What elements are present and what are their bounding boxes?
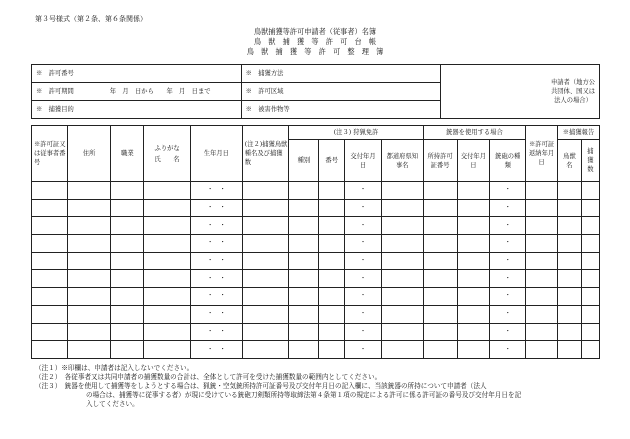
date-dot: ・ <box>359 327 367 335</box>
table-cell[interactable] <box>557 305 581 323</box>
table-cell[interactable] <box>242 252 289 270</box>
table-cell[interactable] <box>457 217 490 235</box>
table-row <box>32 217 600 235</box>
table-cell[interactable] <box>345 270 382 288</box>
table-cell[interactable] <box>526 217 558 235</box>
table-cell[interactable] <box>111 182 144 200</box>
table-cell[interactable] <box>557 252 581 270</box>
table-cell[interactable] <box>242 305 289 323</box>
table-cell[interactable] <box>319 270 345 288</box>
col-species-count: (注２)捕獲鳥獣種名及び捕獲数 <box>242 126 289 182</box>
table-cell[interactable] <box>32 182 68 200</box>
col-gun-type: 銃砲の種類 <box>490 140 526 182</box>
table-cell[interactable] <box>557 235 581 253</box>
roster-rows <box>32 182 600 359</box>
table-cell[interactable] <box>32 305 68 323</box>
birthdate-marks: ・ ・ <box>206 239 226 247</box>
table-cell[interactable] <box>490 341 526 359</box>
col-report-count: 捕獲数 <box>581 140 599 182</box>
header-table <box>31 64 600 119</box>
table-cell[interactable] <box>490 305 526 323</box>
col-permit-card-no: ※許可証又は従事者番号 <box>32 126 68 182</box>
table-cell[interactable] <box>490 288 526 306</box>
table-cell[interactable] <box>381 341 423 359</box>
purpose-field[interactable]: ※ 捕獲目的 <box>32 101 242 119</box>
note-3-cont-2: 入してください。 <box>86 400 139 408</box>
table-cell[interactable] <box>289 323 319 341</box>
table-cell[interactable] <box>381 235 423 253</box>
table-cell[interactable] <box>381 270 423 288</box>
table-cell[interactable] <box>191 235 243 253</box>
table-cell[interactable] <box>345 341 382 359</box>
table-cell[interactable] <box>526 199 558 217</box>
table-cell[interactable] <box>581 217 599 235</box>
table-cell[interactable] <box>490 270 526 288</box>
table-cell[interactable] <box>526 252 558 270</box>
table-cell[interactable] <box>144 288 191 306</box>
table-cell[interactable] <box>490 199 526 217</box>
note-2: （注２） 各従事者又は共同申請者の捕獲数量の合計は、全体として許可を受けた捕獲数量の範囲内としてください。 <box>35 373 382 381</box>
table-row <box>32 252 600 270</box>
table-row <box>32 323 600 341</box>
table-cell[interactable] <box>581 199 599 217</box>
table-cell[interactable] <box>144 217 191 235</box>
table-cell[interactable] <box>581 305 599 323</box>
table-cell[interactable] <box>319 252 345 270</box>
table-cell[interactable] <box>381 305 423 323</box>
table-cell[interactable] <box>381 288 423 306</box>
table-cell[interactable] <box>67 217 111 235</box>
col-furigana: ふりがな <box>154 144 180 152</box>
col-gun-permit-no: 所持許可証番号 <box>423 140 457 182</box>
date-dot: ・ <box>504 327 511 335</box>
table-cell[interactable] <box>581 182 599 200</box>
date-dot: ・ <box>504 274 511 282</box>
table-cell[interactable] <box>289 217 319 235</box>
table-cell[interactable] <box>581 252 599 270</box>
table-cell[interactable] <box>557 288 581 306</box>
table-cell[interactable] <box>423 270 457 288</box>
title-line-1: 鳥獣捕獲等許可申請者（従事者）名簿 <box>253 27 377 36</box>
col-group-report: ※捕獲報告 <box>557 126 599 140</box>
table-cell[interactable] <box>345 199 382 217</box>
table-cell[interactable] <box>242 199 289 217</box>
table-cell[interactable] <box>111 217 144 235</box>
col-return-date: ※許可証返納年月日 <box>526 126 558 182</box>
table-cell[interactable] <box>381 199 423 217</box>
table-cell[interactable] <box>242 323 289 341</box>
table-cell[interactable] <box>144 252 191 270</box>
table-cell[interactable] <box>32 217 68 235</box>
date-dot: ・ <box>359 274 367 282</box>
birthdate-marks: ・ ・ <box>206 292 226 300</box>
birthdate-marks: ・ ・ <box>206 186 226 194</box>
date-dot: ・ <box>504 292 511 300</box>
permit-period-field[interactable] <box>32 83 242 101</box>
table-cell[interactable] <box>457 182 490 200</box>
table-cell[interactable] <box>67 323 111 341</box>
date-dot: ・ <box>359 239 367 247</box>
date-dot: ・ <box>504 186 511 194</box>
table-cell[interactable] <box>242 235 289 253</box>
roster-table <box>31 125 600 359</box>
table-cell[interactable] <box>345 217 382 235</box>
table-cell[interactable] <box>557 199 581 217</box>
table-cell[interactable] <box>67 288 111 306</box>
table-cell[interactable] <box>67 270 111 288</box>
col-group-license: (注３) 狩猟免許 <box>289 126 423 140</box>
table-cell[interactable] <box>490 217 526 235</box>
date-dot: ・ <box>359 221 367 229</box>
table-row <box>32 305 600 323</box>
table-cell[interactable] <box>423 199 457 217</box>
table-cell[interactable] <box>319 235 345 253</box>
table-cell[interactable] <box>144 235 191 253</box>
table-cell[interactable] <box>457 323 490 341</box>
col-group-gun: 銃器を使用する場合 <box>423 126 525 140</box>
table-cell[interactable] <box>319 323 345 341</box>
col-birthdate: 生年月日 <box>191 126 243 182</box>
table-cell[interactable] <box>319 217 345 235</box>
table-cell[interactable] <box>581 341 599 359</box>
birthdate-marks: ・ ・ <box>206 310 226 318</box>
table-row <box>32 199 600 217</box>
table-cell[interactable] <box>526 288 558 306</box>
table-cell[interactable] <box>67 199 111 217</box>
table-cell[interactable] <box>345 182 382 200</box>
table-cell[interactable] <box>111 235 144 253</box>
table-cell[interactable] <box>319 288 345 306</box>
table-cell[interactable] <box>581 235 599 253</box>
date-dot: ・ <box>504 221 511 229</box>
table-cell[interactable] <box>289 341 319 359</box>
date-dot: ・ <box>504 310 511 318</box>
date-dot: ・ <box>359 204 367 212</box>
table-cell[interactable] <box>144 270 191 288</box>
table-cell[interactable] <box>111 252 144 270</box>
table-cell[interactable] <box>242 288 289 306</box>
damage-crops-field[interactable]: ※ 被害作物等 <box>241 101 441 119</box>
title-line-3: 鳥 獣 捕 獲 等 許 可 整 理 簿 <box>246 47 384 56</box>
permit-period-label: ※ 許可期間 <box>36 87 74 95</box>
permit-area-field[interactable]: ※ 許可区域 <box>241 83 441 101</box>
note-1: （注１）※印欄は、申請者は記入しないでください。 <box>35 364 194 372</box>
table-cell[interactable] <box>67 252 111 270</box>
table-cell[interactable] <box>191 199 243 217</box>
table-cell[interactable] <box>144 182 191 200</box>
table-cell[interactable] <box>32 252 68 270</box>
table-cell[interactable] <box>191 341 243 359</box>
table-cell[interactable] <box>490 235 526 253</box>
title-line-2: 鳥 獣 捕 獲 等 許 可 台 帳 <box>253 37 377 46</box>
date-dot: ・ <box>504 239 511 247</box>
birthdate-marks: ・ ・ <box>206 327 226 335</box>
birthdate-marks: ・ ・ <box>206 345 226 353</box>
table-cell[interactable] <box>381 182 423 200</box>
table-cell[interactable] <box>191 182 243 200</box>
permit-no-field[interactable]: ※ 許可番号 <box>32 65 242 83</box>
table-cell[interactable] <box>144 199 191 217</box>
table-cell[interactable] <box>423 182 457 200</box>
birthdate-marks: ・ ・ <box>206 274 226 282</box>
date-dot: ・ <box>504 257 511 265</box>
table-cell[interactable] <box>381 217 423 235</box>
table-cell[interactable] <box>242 217 289 235</box>
table-cell[interactable] <box>345 288 382 306</box>
col-address: 住所 <box>67 126 111 182</box>
table-cell[interactable] <box>423 217 457 235</box>
table-cell[interactable] <box>289 305 319 323</box>
date-dot: ・ <box>359 257 367 265</box>
table-cell[interactable] <box>191 217 243 235</box>
table-cell[interactable] <box>557 182 581 200</box>
table-cell[interactable] <box>423 235 457 253</box>
table-cell[interactable] <box>457 305 490 323</box>
table-cell[interactable] <box>67 305 111 323</box>
table-cell[interactable] <box>32 270 68 288</box>
col-gun-issue-date: 交付年月日 <box>457 140 490 182</box>
table-cell[interactable] <box>490 323 526 341</box>
capture-method-field[interactable]: ※ 捕獲方法 <box>241 65 441 83</box>
table-cell[interactable] <box>111 323 144 341</box>
date-dot: ・ <box>504 204 511 212</box>
table-cell[interactable] <box>457 270 490 288</box>
table-cell[interactable] <box>423 341 457 359</box>
table-cell[interactable] <box>32 323 68 341</box>
table-cell[interactable] <box>32 341 68 359</box>
table-cell[interactable] <box>289 182 319 200</box>
table-cell[interactable] <box>242 341 289 359</box>
table-cell[interactable] <box>242 182 289 200</box>
col-name-label: 氏 名 <box>154 155 180 163</box>
table-cell[interactable] <box>557 323 581 341</box>
table-cell[interactable] <box>423 288 457 306</box>
table-cell[interactable] <box>526 323 558 341</box>
applicant-label: 申請者（地方公共団体、国又は法人の場合） <box>550 79 596 104</box>
table-row <box>32 270 600 288</box>
table-cell[interactable] <box>319 341 345 359</box>
table-cell[interactable] <box>32 235 68 253</box>
table-cell[interactable] <box>381 323 423 341</box>
table-cell[interactable] <box>111 270 144 288</box>
col-occupation: 職業 <box>111 126 144 182</box>
table-cell[interactable] <box>457 288 490 306</box>
table-cell[interactable] <box>144 341 191 359</box>
table-cell[interactable] <box>319 305 345 323</box>
permit-period-value: 年 月 日から 年 月 日まで <box>109 87 211 95</box>
table-cell[interactable] <box>67 235 111 253</box>
table-row <box>32 235 600 253</box>
table-cell[interactable] <box>191 288 243 306</box>
table-cell[interactable] <box>242 270 289 288</box>
table-cell[interactable] <box>526 305 558 323</box>
table-cell[interactable] <box>526 270 558 288</box>
col-license-no: 番号 <box>319 140 345 182</box>
table-row <box>32 182 600 200</box>
table-cell[interactable] <box>490 182 526 200</box>
table-cell[interactable] <box>111 341 144 359</box>
table-cell[interactable] <box>191 323 243 341</box>
table-cell[interactable] <box>191 252 243 270</box>
table-cell[interactable] <box>490 252 526 270</box>
table-cell[interactable] <box>111 305 144 323</box>
table-cell[interactable] <box>144 305 191 323</box>
table-cell[interactable] <box>526 341 558 359</box>
col-report-species: 鳥獣名 <box>557 140 581 182</box>
table-row <box>32 288 600 306</box>
table-cell[interactable] <box>557 217 581 235</box>
table-cell[interactable] <box>526 235 558 253</box>
table-cell[interactable] <box>144 323 191 341</box>
date-dot: ・ <box>359 292 367 300</box>
table-cell[interactable] <box>32 288 68 306</box>
form-label: 第３号様式（第２条、第６条関係） <box>35 15 147 23</box>
table-cell[interactable] <box>345 305 382 323</box>
table-cell[interactable] <box>581 270 599 288</box>
table-cell[interactable] <box>289 252 319 270</box>
date-dot: ・ <box>359 345 367 353</box>
table-cell[interactable] <box>557 341 581 359</box>
table-cell[interactable] <box>191 305 243 323</box>
table-cell[interactable] <box>345 235 382 253</box>
table-cell[interactable] <box>457 252 490 270</box>
table-cell[interactable] <box>67 182 111 200</box>
note-3: （注３） 銃器を使用して捕獲等をしようとする場合は、猟銃・空気銃所持許可証番号及び交付年月日の記入欄に、当該銃器の所持について申請者（法人 <box>35 382 487 390</box>
table-cell[interactable] <box>319 199 345 217</box>
date-dot: ・ <box>359 310 367 318</box>
col-governor: 都道府県知事名 <box>381 140 423 182</box>
table-cell[interactable] <box>423 323 457 341</box>
table-cell[interactable] <box>32 199 68 217</box>
table-cell[interactable] <box>345 323 382 341</box>
date-dot: ・ <box>359 186 367 194</box>
note-3-cont-1: の場合は、捕獲等に従事する者）が現に受けている銃砲刀剣類所持等取締法第４条第１項の規定による許可に係る許可証の番号及び交付年月日を記 <box>86 391 522 399</box>
table-cell[interactable] <box>581 323 599 341</box>
birthdate-marks: ・ ・ <box>206 257 226 265</box>
col-name <box>144 126 191 182</box>
table-cell[interactable] <box>457 235 490 253</box>
col-license-type: 種別 <box>289 140 319 182</box>
table-cell[interactable] <box>111 288 144 306</box>
date-dot: ・ <box>504 345 511 353</box>
table-cell[interactable] <box>111 199 144 217</box>
birthdate-marks: ・ ・ <box>206 221 226 229</box>
table-cell[interactable] <box>381 252 423 270</box>
table-cell[interactable] <box>423 252 457 270</box>
table-cell[interactable] <box>289 288 319 306</box>
table-cell[interactable] <box>526 182 558 200</box>
table-cell[interactable] <box>457 199 490 217</box>
table-cell[interactable] <box>457 341 490 359</box>
table-cell[interactable] <box>191 270 243 288</box>
table-cell[interactable] <box>345 252 382 270</box>
table-cell[interactable] <box>289 270 319 288</box>
table-cell[interactable] <box>289 199 319 217</box>
table-cell[interactable] <box>67 341 111 359</box>
table-cell[interactable] <box>557 270 581 288</box>
table-cell[interactable] <box>581 288 599 306</box>
birthdate-marks: ・ ・ <box>206 204 226 212</box>
table-cell[interactable] <box>289 235 319 253</box>
table-row <box>32 341 600 359</box>
table-cell[interactable] <box>423 305 457 323</box>
col-issue-date: 交付年月日 <box>345 140 382 182</box>
table-cell[interactable] <box>319 182 345 200</box>
